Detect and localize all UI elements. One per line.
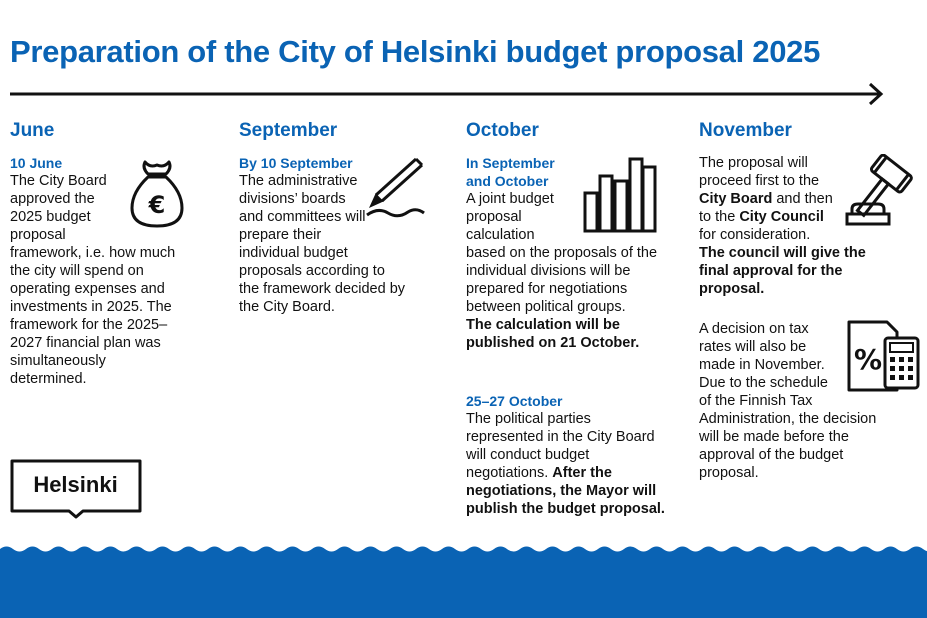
- june-text: framework, i.e. how much the city will spend on operating expenses and investments in 2025. The framework for the 2025–2027 financial plan was simultaneously determined.: [10, 245, 176, 387]
- october-text-narrow: A joint budget proposal calculation: [466, 191, 554, 243]
- tax-calculator-icon: [845, 320, 921, 394]
- money-bag-euro-icon: [128, 158, 186, 230]
- svg-text:%: %: [853, 343, 883, 376]
- page-title: Preparation of the City of Helsinki budget proposal 2025: [10, 34, 821, 69]
- november-text: The proposal will proceed first to the City Board and then to the City Council for consideration.: [699, 155, 833, 243]
- svg-text:€: €: [148, 191, 166, 219]
- october-text: based on the proposals of the individual divisions will be prepared for negotiations between political groups.: [466, 245, 658, 315]
- month-heading: November: [699, 120, 792, 141]
- date-subheading: In September and October: [466, 155, 555, 189]
- helsinki-logo: Helsinki: [33, 472, 118, 497]
- october-text-2: The political parties represented in the City Board will conduct budget negotiations. After the negotiations, the Mayor will publish the budget proposal.: [466, 411, 665, 517]
- sea-waves: [0, 540, 927, 618]
- month-heading: September: [239, 120, 338, 141]
- date-subheading: 10 June: [10, 155, 63, 171]
- pen-signature-icon: [364, 155, 426, 221]
- timeline-arrow: [10, 82, 886, 108]
- date-subheading-2: 25–27 October: [466, 393, 563, 409]
- bar-chart-icon: [582, 156, 658, 234]
- september-text: proposals according to the framework decided by the City Board.: [239, 263, 406, 315]
- month-heading: June: [10, 120, 55, 141]
- month-heading: October: [466, 120, 539, 141]
- gavel-icon: [842, 154, 922, 232]
- november-text-2: Administration, the decision will be made before the approval of the budget proposal.: [699, 411, 877, 481]
- date-subheading: By 10 September: [239, 155, 353, 171]
- november-text-bold: The council will give the final approval for the proposal.: [699, 245, 866, 297]
- september-text-narrow: The administrative divisions’ boards and committees will prepare their individual budget: [239, 173, 366, 261]
- november-text-2-narrow: A decision on tax rates will also be made in November. Due to the schedule of the Finnish Tax: [699, 321, 828, 409]
- october-text-bold: The calculation will be published on 21 October.: [466, 317, 640, 351]
- june-text-narrow: The City Board approved the 2025 budget proposal: [10, 173, 107, 243]
